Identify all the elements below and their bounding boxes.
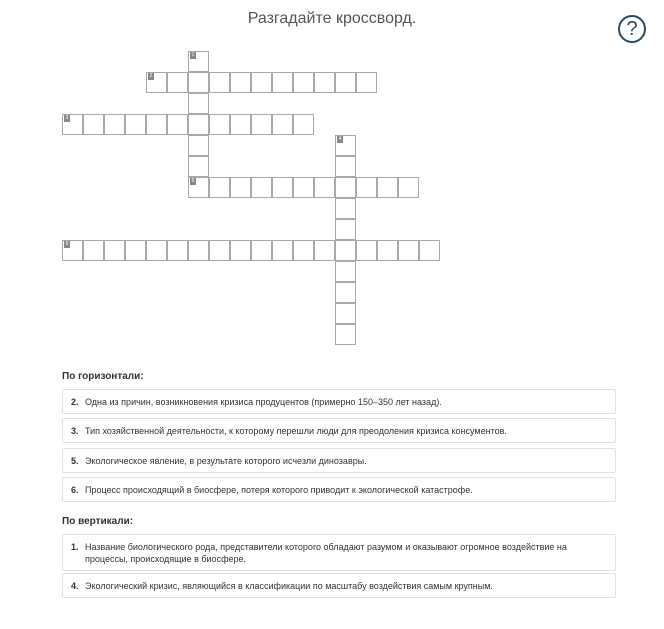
crossword-cell[interactable]: [335, 261, 356, 282]
crossword-cell[interactable]: [335, 219, 356, 240]
crossword-cell[interactable]: [356, 72, 377, 93]
crossword-cell[interactable]: [125, 240, 146, 261]
crossword-cell[interactable]: [188, 177, 209, 198]
crossword-cell[interactable]: [335, 198, 356, 219]
clue-text: Название биологического рода, представители которого обладают разумом и оказывают огромное воздействие на процессы, происходящие в биосфере.: [85, 542, 567, 564]
clue-number: 1.: [71, 542, 79, 552]
crossword-cell[interactable]: [188, 114, 209, 135]
crossword-cell[interactable]: [335, 156, 356, 177]
crossword-cell[interactable]: [62, 114, 83, 135]
word-number-label: 4: [338, 136, 342, 142]
crossword-cell[interactable]: [230, 177, 251, 198]
crossword-cell[interactable]: [335, 240, 356, 261]
word-number-label: 6: [65, 241, 69, 247]
clue-vertical-1: [62, 534, 616, 571]
crossword-cell[interactable]: [230, 240, 251, 261]
crossword-cell[interactable]: [251, 114, 272, 135]
question-icon: ?: [626, 18, 638, 40]
crossword-cell[interactable]: [209, 114, 230, 135]
clue-number: 2.: [71, 397, 79, 407]
horizontal-clues-heading: По горизонтали:: [62, 371, 144, 382]
crossword-cell[interactable]: [272, 114, 293, 135]
clue-number: 6.: [71, 485, 79, 495]
crossword-cell[interactable]: [419, 240, 440, 261]
crossword-cell[interactable]: [146, 72, 167, 93]
crossword-cell[interactable]: [104, 240, 125, 261]
clue-vertical-4: [62, 573, 616, 598]
crossword-cell[interactable]: [335, 324, 356, 345]
page-title: Разгадайте кроссворд.: [247, 10, 417, 27]
clue-horizontal-5: [62, 448, 616, 473]
crossword-cell[interactable]: [209, 240, 230, 261]
clue-number: 3.: [71, 426, 79, 436]
crossword-cell[interactable]: [293, 114, 314, 135]
word-number-label: 5: [191, 178, 195, 184]
crossword-cell[interactable]: [335, 135, 356, 156]
crossword-cell[interactable]: [293, 72, 314, 93]
crossword-cell[interactable]: [188, 72, 209, 93]
crossword-cell[interactable]: [251, 240, 272, 261]
crossword-cell[interactable]: [272, 177, 293, 198]
crossword-cell[interactable]: [188, 51, 209, 72]
crossword-cell[interactable]: [272, 240, 293, 261]
crossword-cell[interactable]: [356, 240, 377, 261]
crossword-cell[interactable]: [62, 240, 83, 261]
crossword-cell[interactable]: [167, 240, 188, 261]
crossword-cell[interactable]: [104, 114, 125, 135]
crossword-cell[interactable]: [83, 240, 104, 261]
crossword-cell[interactable]: [377, 177, 398, 198]
clue-horizontal-2: [62, 389, 616, 414]
word-number-label: 1: [191, 52, 195, 58]
crossword-cell[interactable]: [335, 177, 356, 198]
crossword-cell[interactable]: [146, 114, 167, 135]
vertical-clues-heading: По вертикали:: [62, 516, 134, 527]
crossword-cell[interactable]: [335, 282, 356, 303]
crossword-cell[interactable]: [146, 240, 167, 261]
crossword-cell[interactable]: [335, 72, 356, 93]
crossword-cell[interactable]: [377, 240, 398, 261]
crossword-cell[interactable]: [335, 303, 356, 324]
crossword-cell[interactable]: [209, 177, 230, 198]
crossword-cell[interactable]: [230, 114, 251, 135]
clue-number: 5.: [71, 456, 79, 466]
crossword-cell[interactable]: [188, 240, 209, 261]
clue-number: 4.: [71, 581, 79, 591]
crossword-cell[interactable]: [398, 177, 419, 198]
word-number-label: 3: [65, 115, 69, 121]
clue-horizontal-6: [62, 477, 616, 502]
crossword-cell[interactable]: [356, 177, 377, 198]
crossword-cell[interactable]: [398, 240, 419, 261]
crossword-cell[interactable]: [125, 114, 146, 135]
crossword-cell[interactable]: [167, 72, 188, 93]
clue-horizontal-3: [62, 418, 616, 443]
crossword-cell[interactable]: [272, 72, 293, 93]
crossword-cell[interactable]: [188, 93, 209, 114]
crossword-cell[interactable]: [251, 72, 272, 93]
clue-text: Экологическое явление, в результате которого исчезли динозавры.: [85, 456, 367, 466]
crossword-cell[interactable]: [209, 72, 230, 93]
clue-text: Процесс происходящий в биосфере, потеря которого приводит к экологической катастрофе.: [85, 485, 473, 495]
crossword-cell[interactable]: [314, 177, 335, 198]
crossword-cell[interactable]: [188, 156, 209, 177]
crossword-cell[interactable]: [251, 177, 272, 198]
crossword-cell[interactable]: [188, 135, 209, 156]
crossword-cell[interactable]: [293, 240, 314, 261]
word-number-label: 2: [149, 73, 153, 79]
clue-text: Одна из причин, возникновения кризиса продуцентов (примерно 150–350 лет назад).: [85, 397, 442, 407]
crossword-cell[interactable]: [83, 114, 104, 135]
crossword-cell[interactable]: [167, 114, 188, 135]
crossword-cell[interactable]: [314, 240, 335, 261]
crossword-cell[interactable]: [230, 72, 251, 93]
clue-text: Тип хозяйственной деятельности, к которому перешли люди для преодоления кризиса консументов.: [85, 426, 507, 436]
crossword-cell[interactable]: [293, 177, 314, 198]
clue-text: Экологический кризис, являющийся в классификации по масштабу воздействия самым крупным.: [85, 581, 493, 591]
crossword-cell[interactable]: [314, 72, 335, 93]
